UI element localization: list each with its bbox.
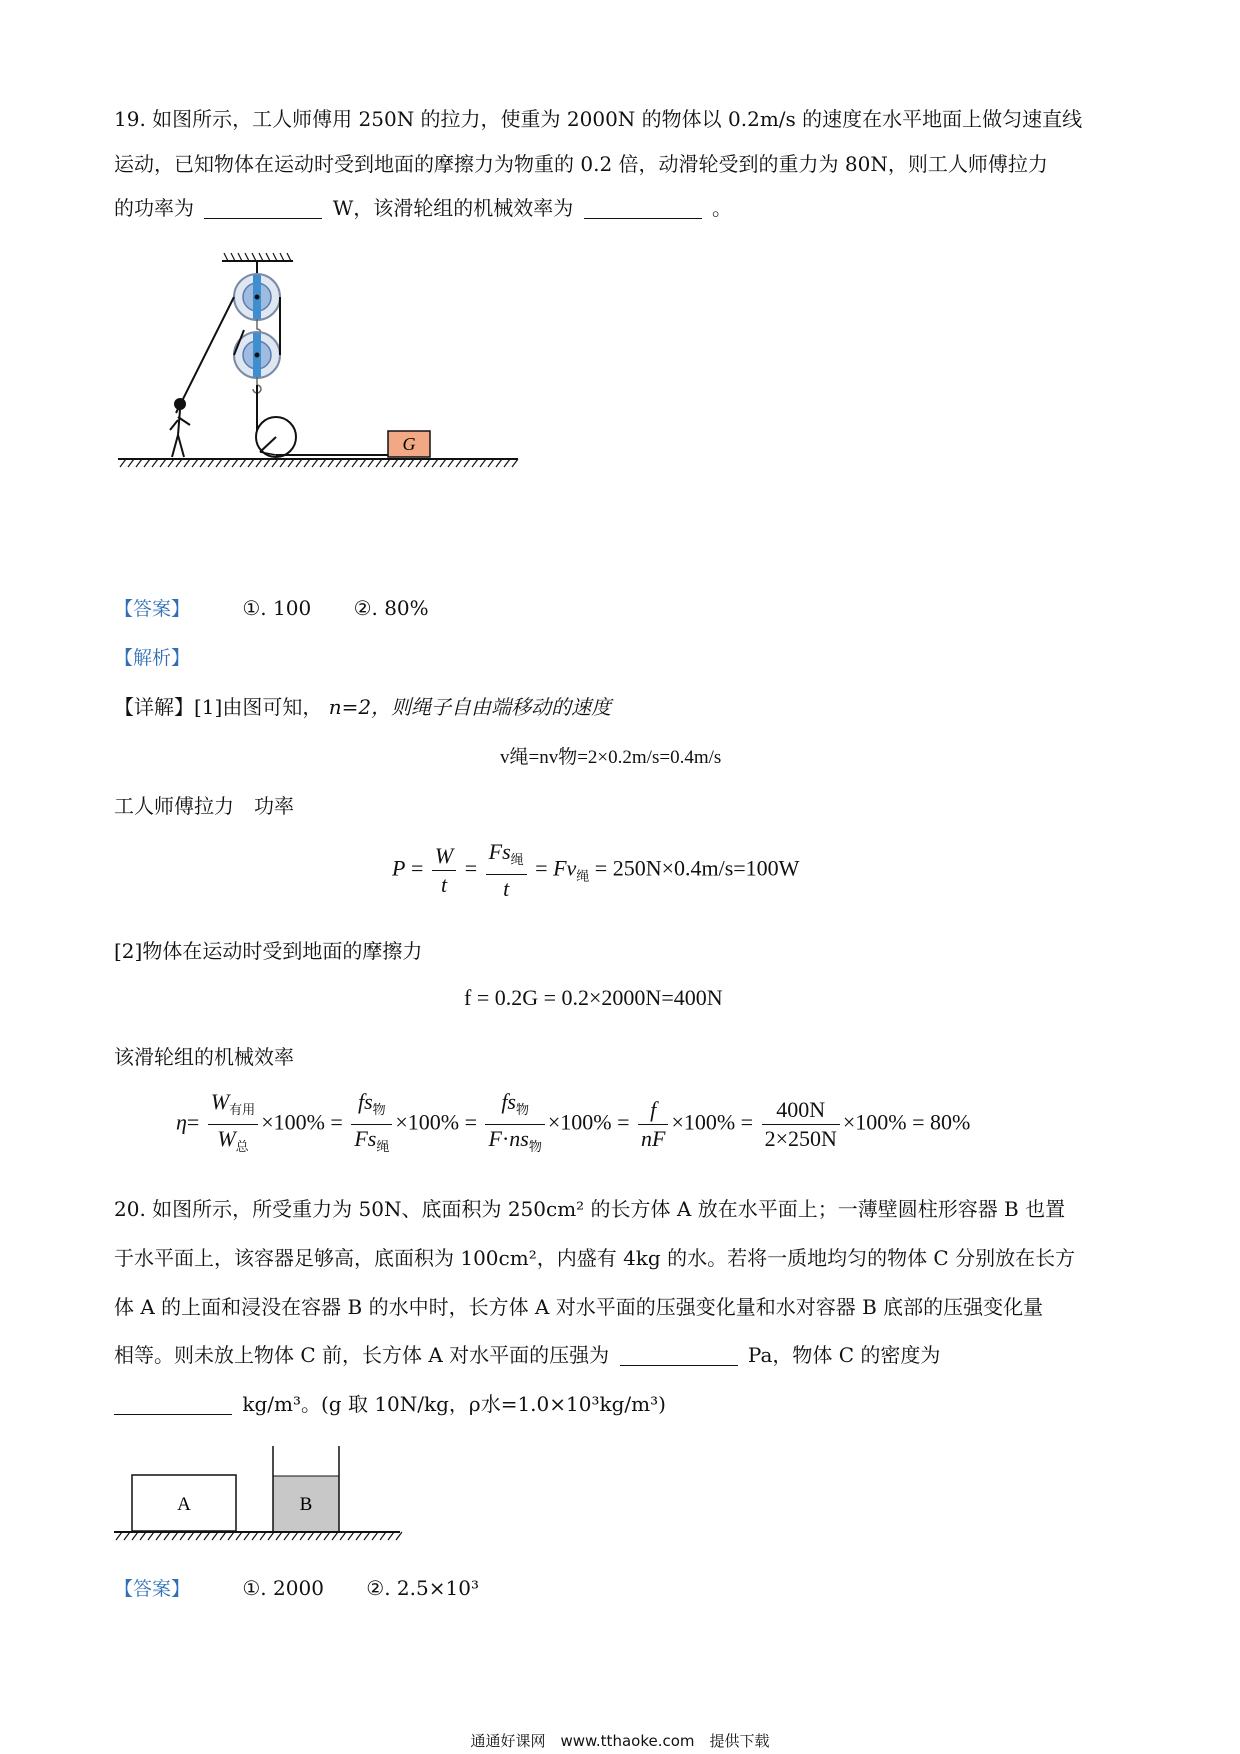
q20-line4-b: Pa，物体 C 的密度为 (747, 1343, 941, 1367)
q20-text-line-5 (114, 1389, 666, 1419)
detail-intro: 【详解】[1]由图可知， (114, 695, 323, 719)
q20-line5-b: kg/m³。(g 取 10N/kg，ρ水=1.0×10³kg/m³) (242, 1392, 666, 1416)
container-figure (110, 1440, 410, 1550)
q20-answer-2: ②. 2.5×10³ (366, 1576, 479, 1600)
q20-text-line-2: 于水平面上，该容器足够高，底面积为 100cm²，内盛有 4kg 的水。若将一质地均匀的物体 C 分别放在长方 (114, 1246, 1076, 1270)
equation-rope-speed: v绳=nv物=2×0.2m/s=0.4m/s (500, 747, 722, 768)
q19-power-line: 工人师傅拉力 功率 (114, 794, 294, 818)
q20-text-line-1: 20. 如图所示，所受重力为 50N、底面积为 250cm² 的长方体 A 放在水平面上；一薄壁圆柱形容器 B 也置 (114, 1197, 1066, 1221)
q20-line4-a: 相等。则未放上物体 C 前，长方体 A 对水平面的压强为 (114, 1343, 610, 1367)
container-b-label: B (299, 1494, 313, 1515)
equation-friction: f = 0.2G = 0.2×2000N=400N (464, 985, 723, 1010)
answer-tag: 【答案】 (114, 1578, 191, 1600)
q20-answer-1: ①. 2000 (242, 1576, 324, 1600)
q19-analysis-row (114, 642, 190, 673)
pulley-system-figure (110, 245, 530, 525)
q19-line3-b: W，该滑轮组的机械效率为 (332, 196, 574, 220)
q19-line3-c: 。 (712, 196, 732, 220)
detail-n: n=2，则绳子自由端移动的速度 (328, 695, 612, 719)
block-a-label: A (177, 1494, 191, 1515)
q20-text-line-4 (114, 1340, 940, 1370)
q20-text-line-3: 体 A 的上面和浸没在容器 B 的水中时，长方体 A 对水平面的压强变化量和水对容器 B 底部的压强变化量 (114, 1295, 1044, 1319)
power-result: = 250N×0.4m/s=100W (594, 855, 800, 881)
analysis-tag: 【解析】 (114, 647, 191, 669)
q19-detail-line (114, 692, 611, 722)
q19-blank-1 (204, 196, 322, 219)
q19-answer-1: ①. 100 (242, 596, 312, 620)
q20-blank-1 (620, 1343, 738, 1366)
q19-text-line-2: 运动，已知物体在运动时受到地面的摩擦力为物重的 0.2 倍，动滑轮受到的重力为 80N，则工人师傅拉力 (114, 152, 1048, 176)
q19-line3-a: 的功率为 (114, 196, 194, 220)
q19-friction-line: [2]物体在运动时受到地面的摩擦力 (114, 939, 423, 963)
efficiency-result: ×100% = 80% (842, 1109, 971, 1135)
q20-answer-row (114, 1573, 479, 1604)
q19-answer-2: ②. 80% (353, 596, 429, 620)
page-footer: 通通好课网 www.tthaoke.com 提供下载 (470, 1732, 770, 1750)
q20-blank-2 (114, 1392, 232, 1415)
q19-blank-2 (584, 196, 702, 219)
equation-power: P = $\frac{W}{t}$ = $\frac{Fs_绳}{t}$ = $Fv_绳 = 250N\times 0.4m/s=100W$ (392, 839, 800, 901)
q19-efficiency-line: 该滑轮组的机械效率 (114, 1045, 294, 1069)
block-g-label: G (402, 434, 416, 454)
q19-answer-row (114, 593, 429, 624)
q19-text-line-1: 19. 如图所示，工人师傅用 250N 的拉力，使重为 2000N 的物体以 0.2m/s 的速度在水平地面上做匀速直线 (114, 107, 1083, 131)
answer-tag: 【答案】 (114, 598, 191, 620)
equation-efficiency: η= $\frac{W_{有用}}{W_总}$ ×100% = $\frac{fs_物}{Fs_绳}$ ×100% = $\frac{fs_物}{F\cdot ns_物}$ ×100% = $\frac{f}{nF}$ ×100% = $\frac{400N}{2\times 250N}$ ×100% = 80% (176, 1089, 971, 1154)
q19-text-line-3 (114, 193, 732, 223)
